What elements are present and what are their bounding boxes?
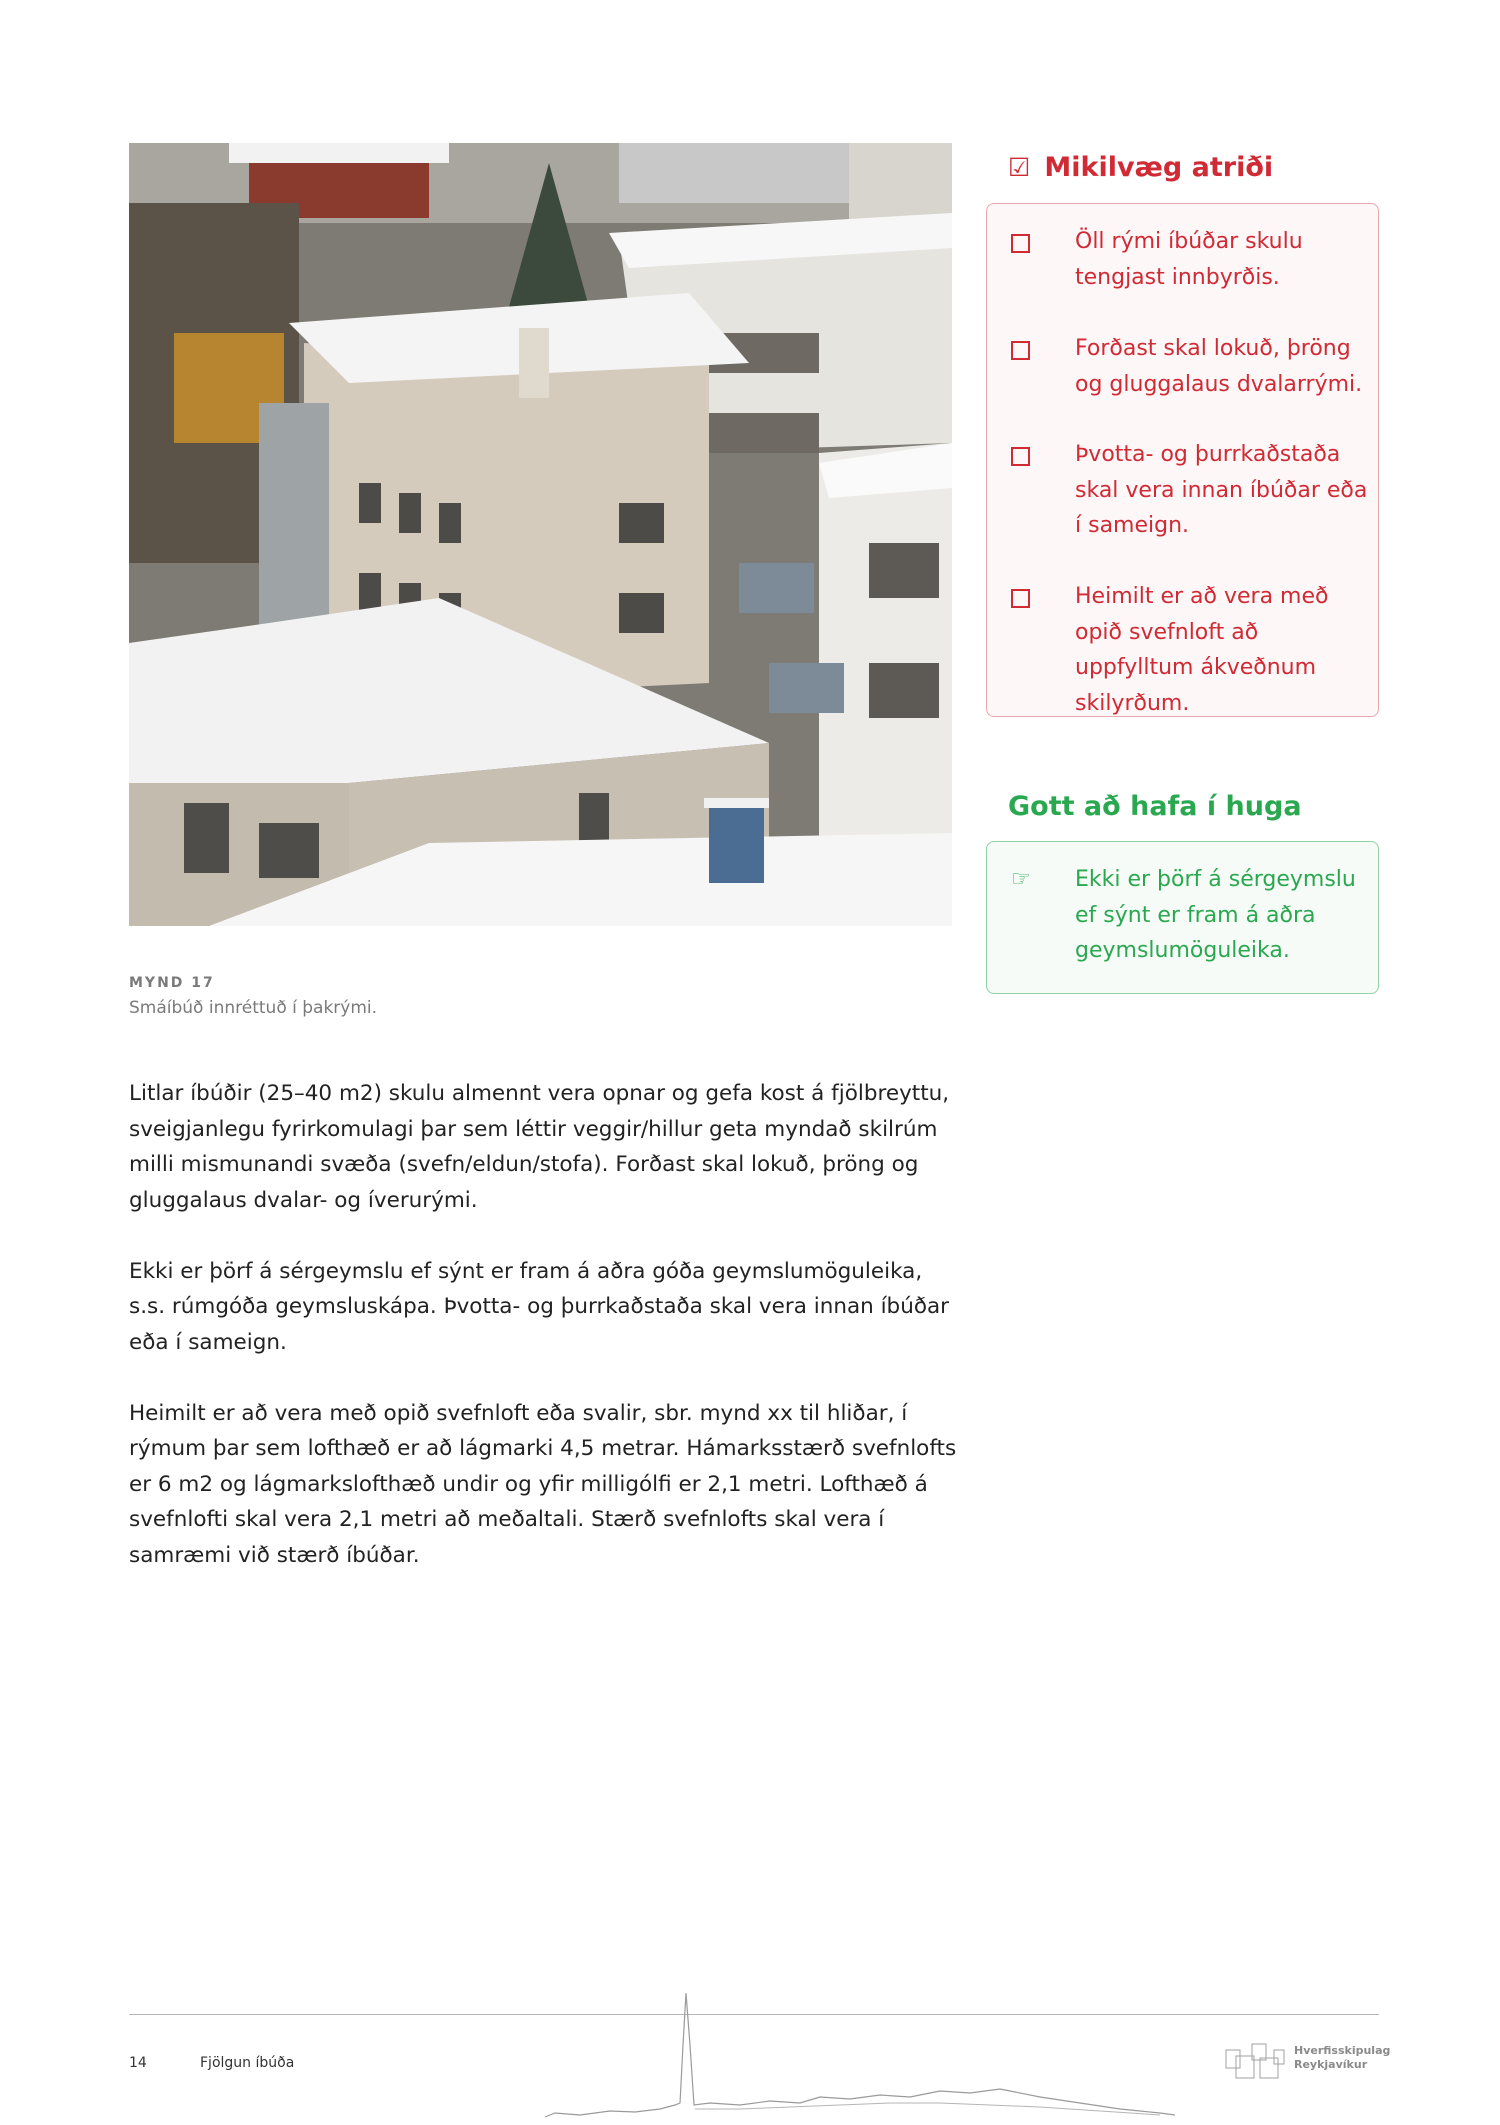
checkbox-icon <box>1011 224 1033 265</box>
body-paragraph: Ekki er þörf á sérgeymslu ef sýnt er fram á aðra góða geymslumöguleika, s.s. rúmgóða geymsluskápa. Þvotta- og þurrkaðstaða skal vera innan íbúðar eða í sameign. <box>129 1258 949 1355</box>
page-number: 14 <box>129 2055 147 2071</box>
pointing-hand-icon: ☞ <box>1011 867 1031 892</box>
body-paragraph: Litlar íbúðir (25–40 m2) skulu almennt vera opnar og gefa kost á fjölbreyttu, sveigjanlegu fyrirkomulagi þar sem léttir veggir/hillur geta myndað skilrúm milli mismunandi svæða (svefn/eldun/stofa). Forðast skal lokuð, þröng og gluggalaus dvalar- og íverurými. <box>129 1081 950 1213</box>
city-skyline-icon <box>540 1985 1180 2125</box>
important-box <box>986 203 1379 717</box>
list-item-text: Forðast skal lokuð, þröng og gluggalaus dvalarrými. <box>1075 336 1363 397</box>
keep-in-mind-title: Gott að hafa í huga <box>1008 791 1302 822</box>
checkbox-icon <box>1011 437 1033 478</box>
important-title <box>1008 152 1273 183</box>
figure-label: MYND 17 <box>129 975 215 991</box>
figure-caption: Smáíbúð innréttuð í þakrými. <box>129 998 378 1018</box>
list-item-text: Ekki er þörf á sérgeymslu ef sýnt er fram á aðra geymslumöguleika. <box>1075 867 1356 963</box>
logo-line-2: Reykjavíkur <box>1294 2058 1368 2071</box>
logo-text <box>1294 2044 1390 2072</box>
checkbox-checked-icon: ☑ <box>1008 153 1031 182</box>
checkbox-icon <box>1011 579 1033 620</box>
list-item-text: Öll rými íbúðar skulu tengjast innbyrðis. <box>1075 229 1303 290</box>
section-title: Fjölgun íbúða <box>200 2055 295 2071</box>
keep-in-mind-box <box>986 841 1379 994</box>
logo-line-1: Hverfisskipulag <box>1294 2044 1391 2057</box>
important-title-text: Mikilvæg atriði <box>1044 152 1274 183</box>
list-item-text: Þvotta- og þurrkaðstaða skal vera innan íbúðar eða í sameign. <box>1075 442 1368 538</box>
figure-photo-snowy-apartments <box>129 143 952 926</box>
checkbox-icon <box>1011 331 1033 372</box>
body-text <box>129 1076 959 1609</box>
list-item-text: Heimilt er að vera með opið svefnloft að uppfylltum ákveðnum skilyrðum. <box>1075 584 1329 716</box>
body-paragraph: Heimilt er að vera með opið svefnloft eða svalir, sbr. mynd xx til hliðar, í rýmum þar sem lofthæð er að lágmarki 4,5 metrar. Hámarksstærð svefnlofts er 6 m2 og lágmarkslofthæð undir og yfir milligólfi er 2,1 metri. Lofthæð á svefnlofti skal vera 2,1 metri að meðaltali. Stærð svefnlofts skal vera í samræmi við stærð íbúðar. <box>129 1400 957 1568</box>
